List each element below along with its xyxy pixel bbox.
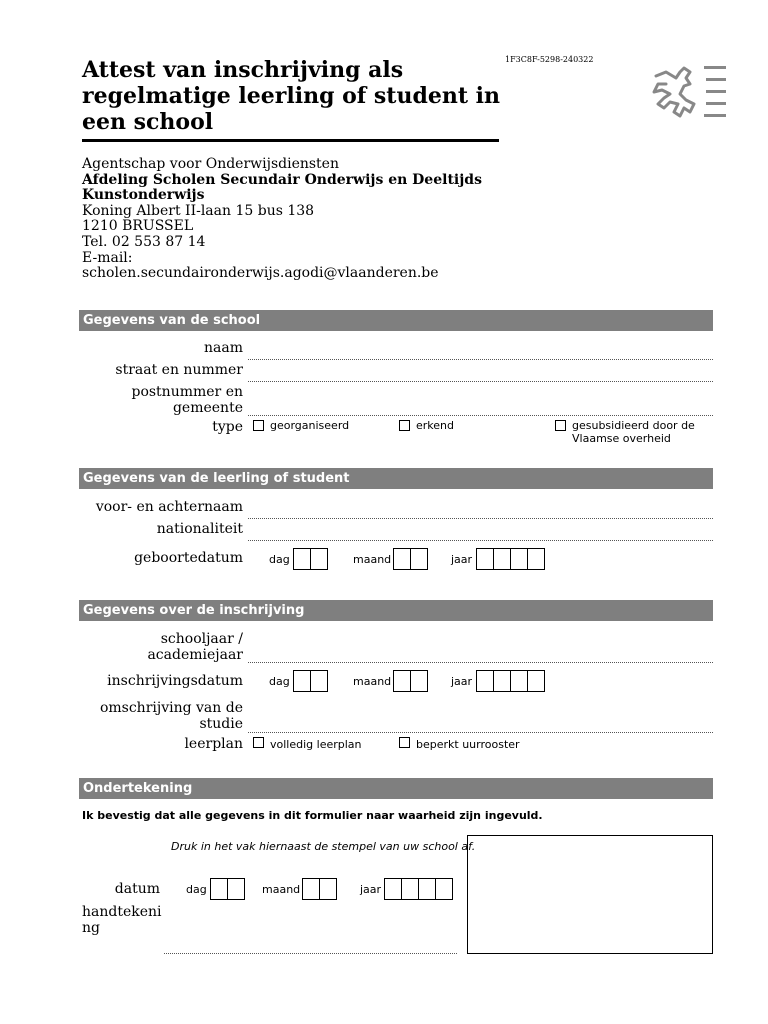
section-enrollment-heading: Gegevens over de inschrijving	[79, 600, 713, 621]
section-school-heading: Gegevens van de school	[79, 310, 713, 331]
study-label: omschrijving van de studie	[99, 700, 243, 732]
signature-field[interactable]	[164, 953, 457, 954]
enrollment-year-label: jaar	[451, 675, 473, 688]
birthdate-month-label: maand	[353, 553, 392, 566]
birthdate-label: geboortedatum	[134, 550, 243, 566]
agency-phone: Tel. 02 553 87 14	[82, 233, 206, 250]
stamp-hint: Druk in het vak hiernaast de stempel van uw school af.	[171, 840, 476, 853]
birthdate-day-label: dag	[269, 553, 290, 566]
agency-email-label: E-mail:	[82, 249, 133, 266]
plan-full-checkbox[interactable]	[253, 737, 264, 748]
enrollment-month-boxes[interactable]	[393, 670, 428, 692]
signature-date-label: datum	[114, 881, 160, 897]
enrollment-month-label: maand	[353, 675, 392, 688]
student-name-field[interactable]	[248, 518, 713, 519]
agency-department: Afdeling Scholen Secundair Onderwijs en Deeltijds Kunstonderwijs	[82, 171, 482, 204]
flemish-lion-logo-icon	[650, 64, 730, 124]
school-street-field[interactable]	[248, 381, 713, 382]
agency-city: 1210 BRUSSEL	[82, 218, 194, 235]
stamp-box[interactable]	[467, 835, 713, 954]
page-title: Attest van inschrijving als regelmatige leerling of student in een school	[82, 57, 500, 135]
school-postal-label: postnummer en gemeente	[131, 384, 243, 416]
type-gesubsidieerd-label: gesubsidieerd door de Vlaamse overheid	[572, 419, 695, 445]
signature-day-label: dag	[186, 883, 207, 896]
signature-month-label: maand	[262, 883, 301, 896]
enrollment-day-boxes[interactable]	[293, 670, 328, 692]
enrollment-day-label: dag	[269, 675, 290, 688]
signature-month-boxes[interactable]	[302, 878, 337, 900]
student-name-label: voor- en achternaam	[95, 499, 243, 515]
birthdate-day-boxes[interactable]	[293, 548, 328, 570]
signature-label: handtekening	[82, 904, 162, 936]
agency-name: Agentschap voor Onderwijsdiensten	[82, 156, 339, 172]
study-field[interactable]	[248, 732, 713, 733]
section-student-heading: Gegevens van de leerling of student	[79, 468, 713, 489]
student-nationality-field[interactable]	[248, 540, 713, 541]
school-name-label: naam	[204, 340, 243, 356]
signature-year-boxes[interactable]	[384, 878, 453, 900]
plan-full-label: volledig leerplan	[270, 738, 362, 751]
plan-limited-label: beperkt uurrooster	[416, 738, 520, 751]
plan-limited-checkbox[interactable]	[399, 737, 410, 748]
agency-street: Koning Albert II-laan 15 bus 138	[82, 202, 315, 219]
form-code: 1F3C8F-5298-240322	[505, 55, 594, 64]
enrollment-date-label: inschrijvingsdatum	[107, 673, 243, 689]
birthdate-month-boxes[interactable]	[393, 548, 428, 570]
type-erkend-checkbox[interactable]	[399, 420, 410, 431]
schoolyear-label: schooljaar / academiejaar	[147, 631, 243, 663]
title-divider	[82, 139, 499, 142]
plan-label: leerplan	[184, 736, 243, 752]
type-georganiseerd-checkbox[interactable]	[253, 420, 264, 431]
section-signature-heading: Ondertekening	[79, 778, 713, 799]
signature-year-label: jaar	[360, 883, 382, 896]
schoolyear-field[interactable]	[248, 662, 713, 663]
confirmation-text: Ik bevestig dat alle gegevens in dit formulier naar waarheid zijn ingevuld.	[82, 809, 543, 822]
birthdate-year-label: jaar	[451, 553, 473, 566]
school-street-label: straat en nummer	[115, 362, 243, 378]
signature-day-boxes[interactable]	[210, 878, 245, 900]
type-georganiseerd-label: georganiseerd	[270, 419, 350, 432]
school-postal-field[interactable]	[248, 415, 713, 416]
school-type-label: type	[212, 419, 243, 435]
type-erkend-label: erkend	[416, 419, 454, 432]
type-gesubsidieerd-checkbox[interactable]	[555, 420, 566, 431]
school-name-field[interactable]	[248, 359, 713, 360]
agency-address	[82, 157, 522, 282]
birthdate-year-boxes[interactable]	[476, 548, 545, 570]
agency-email: scholen.secundaironderwijs.agodi@vlaanderen.be	[82, 265, 439, 282]
student-nationality-label: nationaliteit	[156, 521, 243, 537]
enrollment-year-boxes[interactable]	[476, 670, 545, 692]
